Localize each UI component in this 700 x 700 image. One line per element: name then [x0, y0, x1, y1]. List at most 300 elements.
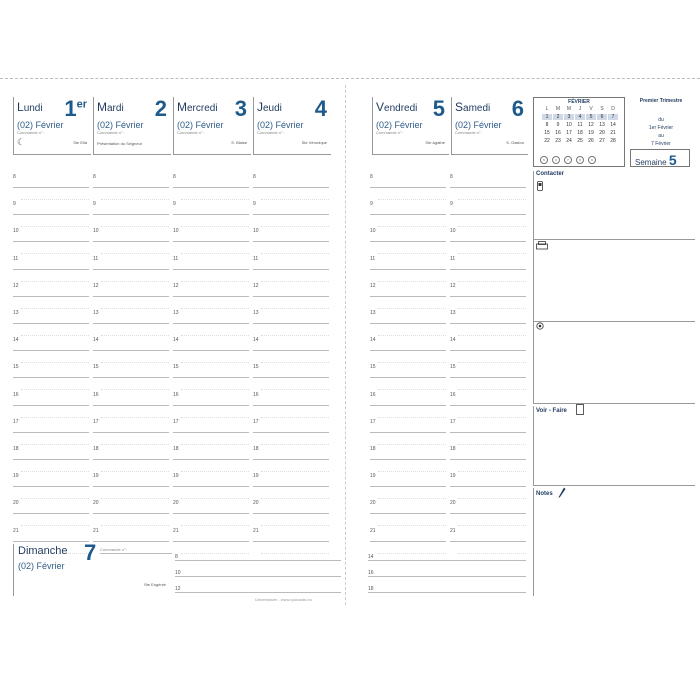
half-hour-line: [101, 417, 169, 418]
hour-slot[interactable]: [450, 500, 530, 526]
sunday-hour-line: [368, 592, 526, 593]
hour-line: [173, 187, 249, 188]
hour-slot[interactable]: [253, 337, 333, 363]
day-number: 4: [314, 96, 327, 121]
hour-line: [370, 269, 446, 270]
half-hour-line: [261, 362, 329, 363]
hour-slot[interactable]: [13, 283, 93, 309]
sunday-name: Dimanche: [18, 545, 68, 557]
hour-line: [13, 432, 89, 433]
hour-line: [173, 405, 249, 406]
sunday-line-1: [100, 553, 172, 554]
hour-line: [450, 350, 526, 351]
hour-line: [13, 296, 89, 297]
hour-slot[interactable]: [253, 473, 333, 499]
hour-slot[interactable]: [370, 174, 450, 200]
trimester-line-1: du: [658, 117, 664, 123]
hour-slot[interactable]: [370, 310, 450, 336]
hour-line: [370, 513, 446, 514]
hour-slot[interactable]: [253, 283, 333, 309]
hour-line: [173, 323, 249, 324]
hour-label: 9: [370, 201, 373, 208]
half-hour-line: [378, 417, 446, 418]
hour-slot[interactable]: [13, 419, 93, 445]
trimester-line-2: 1er Février: [648, 125, 674, 131]
hour-line: [93, 405, 169, 406]
sunday-hour-label: 16: [368, 570, 374, 576]
hour-label: 12: [13, 282, 19, 289]
calendar-day: 28: [610, 138, 616, 144]
calendar-day: 12: [588, 122, 594, 128]
day-name: Mardi: [97, 100, 124, 114]
hour-label: 21: [93, 527, 99, 534]
hour-slot[interactable]: [370, 446, 450, 472]
half-hour-line: [458, 226, 526, 227]
day-header-2[interactable]: [93, 97, 171, 155]
hour-label: 18: [93, 446, 99, 452]
hour-slot[interactable]: [13, 310, 93, 336]
notes-section[interactable]: [533, 488, 695, 596]
hour-label: 15: [450, 364, 456, 371]
calendar-weekday: S: [600, 106, 604, 112]
half-hour-line: [261, 335, 329, 336]
hour-line: [450, 377, 526, 378]
hour-line: [450, 323, 526, 324]
hour-line: [13, 187, 89, 188]
hour-line: [173, 269, 249, 270]
half-hour-line: [261, 253, 329, 254]
half-hour-line: [261, 471, 329, 472]
hour-slot[interactable]: [13, 392, 93, 418]
week-label: Semaine: [635, 158, 667, 167]
hour-slot[interactable]: [93, 392, 173, 418]
hour-label: 19: [450, 473, 456, 480]
hour-label: 15: [13, 364, 19, 371]
hour-slot[interactable]: [370, 392, 450, 418]
hour-slot[interactable]: [173, 310, 253, 336]
hour-slot[interactable]: [173, 392, 253, 418]
sunday-hour-label: 8: [175, 554, 178, 560]
clipboard-icon: [576, 404, 584, 415]
hour-line: [370, 377, 446, 378]
day-name: Vendredi: [376, 100, 418, 114]
calendar-day: 2: [553, 114, 563, 120]
hour-label: 14: [93, 337, 99, 344]
hour-line: [450, 187, 526, 188]
hour-label: 21: [173, 527, 179, 534]
hour-line: [173, 432, 249, 433]
half-hour-line: [101, 362, 169, 363]
hour-line: [173, 350, 249, 351]
hour-slot[interactable]: [253, 392, 333, 418]
hour-label: 10: [450, 228, 456, 235]
half-hour-line: [101, 253, 169, 254]
half-hour-line: [181, 226, 249, 227]
week-number-box: [630, 149, 690, 167]
sunday-hour-line: [175, 592, 341, 593]
pen-icon: [558, 487, 566, 499]
hour-label: 11: [253, 255, 259, 262]
half-hour-line: [21, 471, 89, 472]
hour-line: [370, 350, 446, 351]
hour-line: [173, 486, 249, 487]
hour-label: 10: [13, 228, 19, 235]
half-hour-line: [101, 335, 169, 336]
hour-slot[interactable]: [93, 446, 173, 472]
hour-slot[interactable]: [450, 364, 530, 390]
day-month: (02) Février: [97, 120, 144, 130]
hour-slot[interactable]: [173, 201, 253, 227]
hour-label: 19: [253, 473, 259, 480]
day-header-3[interactable]: [173, 97, 251, 155]
half-hour-line: [261, 444, 329, 445]
hour-line: [450, 296, 526, 297]
hour-label: 10: [253, 228, 259, 235]
half-hour-line: [181, 253, 249, 254]
day-order-hint: Commande n°:: [97, 130, 124, 135]
hour-slot[interactable]: [13, 446, 93, 472]
hour-line: [370, 241, 446, 242]
hour-label: 19: [173, 473, 179, 480]
half-hour-line: [458, 498, 526, 499]
hour-label: 8: [13, 174, 16, 180]
half-hour-line: [261, 199, 329, 200]
hour-line: [253, 513, 329, 514]
half-hour-line: [261, 417, 329, 418]
hour-label: 21: [13, 527, 19, 534]
calendar-weekday: M: [566, 106, 572, 112]
hour-label: 8: [173, 174, 176, 180]
hour-slot[interactable]: [13, 337, 93, 363]
hour-slot[interactable]: [93, 228, 173, 254]
half-hour-line: [378, 444, 446, 445]
hour-label: 16: [13, 391, 19, 398]
hour-slot[interactable]: [173, 419, 253, 445]
hour-slot[interactable]: [253, 174, 333, 200]
hour-label: 11: [13, 255, 19, 262]
hour-slot[interactable]: [13, 228, 93, 254]
hour-line: [13, 513, 89, 514]
hour-label: 13: [173, 310, 179, 316]
sunday-hour-line: [368, 576, 526, 577]
hour-label: 8: [93, 174, 96, 180]
day-saint: S. Blaise: [231, 140, 247, 145]
hour-slot[interactable]: [450, 174, 530, 200]
hour-slot[interactable]: [93, 310, 173, 336]
half-hour-line: [101, 444, 169, 445]
hour-label: 15: [173, 364, 179, 371]
hour-slot[interactable]: [253, 500, 333, 526]
hour-label: 21: [253, 527, 259, 534]
day-month: (02) Février: [177, 120, 224, 130]
hour-label: 17: [173, 418, 179, 425]
hour-line: [370, 296, 446, 297]
half-hour-line: [458, 308, 526, 309]
hour-label: 17: [13, 418, 19, 425]
hour-slot[interactable]: [93, 256, 173, 282]
hour-slot[interactable]: [450, 419, 530, 445]
hour-line: [13, 241, 89, 242]
calendar-weekday: L: [545, 106, 549, 112]
hour-slot[interactable]: [93, 500, 173, 526]
sunday-hint: Commande n°:: [100, 547, 127, 552]
hour-line: [450, 405, 526, 406]
hour-slot[interactable]: [13, 473, 93, 499]
half-hour-line: [21, 199, 89, 200]
half-hour-line: [21, 498, 89, 499]
half-hour-line: [181, 362, 249, 363]
half-hour-line: [378, 362, 446, 363]
calendar-weekday: V: [589, 106, 593, 112]
hour-slot[interactable]: [253, 201, 333, 227]
hour-slot[interactable]: [13, 174, 93, 200]
hour-slot[interactable]: [450, 473, 530, 499]
day-header-5[interactable]: [372, 97, 449, 155]
hour-label: 16: [253, 391, 259, 398]
hour-slot[interactable]: [13, 364, 93, 390]
hour-slot[interactable]: [370, 201, 450, 227]
trimester-title: Premier Trimestre: [639, 98, 683, 104]
half-hour-line: [101, 199, 169, 200]
day-header-6[interactable]: [451, 97, 528, 155]
half-hour-line: [21, 281, 89, 282]
hour-label: 12: [450, 282, 456, 289]
calendar-day: 9: [556, 122, 560, 128]
hour-label: 19: [370, 473, 376, 480]
half-hour-line: [261, 498, 329, 499]
hour-slot[interactable]: [173, 364, 253, 390]
hour-line: [93, 541, 169, 542]
day-order-hint: Commande n°:: [257, 130, 284, 135]
hour-label: 9: [450, 201, 453, 208]
calendar-day: 24: [566, 138, 572, 144]
hour-slot[interactable]: [370, 419, 450, 445]
day-number: 1er: [64, 96, 87, 121]
hour-label: 16: [173, 391, 179, 398]
half-hour-line: [261, 525, 329, 526]
half-hour-line: [181, 471, 249, 472]
hour-slot[interactable]: [173, 337, 253, 363]
half-hour-line: [101, 525, 169, 526]
hour-slot[interactable]: [450, 392, 530, 418]
day-number: 2: [154, 96, 167, 121]
hour-line: [370, 405, 446, 406]
half-hour-line: [181, 444, 249, 445]
hour-slot[interactable]: [370, 283, 450, 309]
hour-label: 8: [450, 174, 453, 180]
calendar-week-number: 9: [588, 156, 596, 164]
half-hour-line: [21, 362, 89, 363]
hour-line: [13, 541, 89, 542]
half-hour-line: [181, 308, 249, 309]
hour-slot[interactable]: [93, 419, 173, 445]
hour-slot[interactable]: [370, 473, 450, 499]
half-hour-line: [378, 525, 446, 526]
hour-slot[interactable]: [13, 201, 93, 227]
hour-line: [93, 296, 169, 297]
phone-icon: [536, 181, 544, 191]
email-at-icon: [536, 322, 544, 330]
calendar-week-number: 5: [540, 156, 548, 164]
hour-slot[interactable]: [253, 446, 333, 472]
calendar-day: 13: [599, 122, 605, 128]
hour-slot[interactable]: [253, 419, 333, 445]
hour-slot[interactable]: [93, 283, 173, 309]
hour-label: 12: [370, 282, 376, 289]
hour-slot[interactable]: [450, 228, 530, 254]
hour-label: 10: [370, 228, 376, 235]
hour-slot[interactable]: [173, 228, 253, 254]
hour-line: [173, 241, 249, 242]
day-header-1[interactable]: [13, 97, 91, 155]
hour-line: [93, 214, 169, 215]
hour-slot[interactable]: [173, 256, 253, 282]
hour-slot[interactable]: [450, 201, 530, 227]
hour-slot[interactable]: [173, 446, 253, 472]
sunday-month: (02) Février: [18, 561, 65, 571]
hour-line: [93, 323, 169, 324]
calendar-day: 17: [566, 130, 572, 136]
calendar-day: 4: [575, 114, 585, 120]
half-hour-line: [181, 199, 249, 200]
hour-label: 18: [173, 446, 179, 452]
hour-slot[interactable]: [370, 500, 450, 526]
trimester-line-4: 7 Février: [651, 141, 671, 147]
hour-slot[interactable]: [253, 310, 333, 336]
half-hour-line: [21, 444, 89, 445]
hour-slot[interactable]: [93, 201, 173, 227]
sunday-hours-right: [368, 544, 526, 596]
hour-slot[interactable]: [370, 337, 450, 363]
half-hour-line: [378, 253, 446, 254]
hour-label: 19: [93, 473, 99, 480]
calendar-day: 1: [542, 114, 552, 120]
trimester-line-3: au: [658, 133, 664, 139]
sunday-hour-label: 18: [368, 586, 374, 592]
hour-line: [253, 377, 329, 378]
hour-slot[interactable]: [13, 256, 93, 282]
hour-slot[interactable]: [450, 283, 530, 309]
hour-line: [253, 459, 329, 460]
hour-label: 21: [450, 527, 456, 534]
calendar-day: 18: [577, 130, 583, 136]
hour-line: [253, 269, 329, 270]
sunday-box[interactable]: [13, 540, 174, 596]
todo-section[interactable]: [533, 406, 695, 486]
half-hour-line: [378, 335, 446, 336]
hour-line: [370, 541, 446, 542]
hour-label: 16: [370, 391, 376, 398]
hour-slot[interactable]: [93, 174, 173, 200]
sunday-hour-line: [175, 560, 341, 561]
half-hour-line: [378, 226, 446, 227]
calendar-day: 3: [564, 114, 574, 120]
hour-label: 12: [253, 282, 259, 289]
hour-label: 21: [370, 527, 376, 534]
hour-slot[interactable]: [93, 337, 173, 363]
hour-slot[interactable]: [173, 283, 253, 309]
half-hour-line: [101, 498, 169, 499]
half-hour-line: [21, 253, 89, 254]
half-hour-line: [261, 308, 329, 309]
hour-label: 9: [13, 201, 16, 208]
hour-slot[interactable]: [13, 500, 93, 526]
hour-label: 17: [253, 418, 259, 425]
hour-line: [253, 432, 329, 433]
day-month: (02) Février: [455, 120, 502, 130]
hour-label: 16: [450, 391, 456, 398]
notes-title: Notes: [536, 491, 553, 497]
hour-label: 19: [13, 473, 19, 480]
hour-line: [450, 214, 526, 215]
hour-line: [13, 486, 89, 487]
hour-slot[interactable]: [253, 228, 333, 254]
hour-slot[interactable]: [450, 310, 530, 336]
hour-line: [370, 486, 446, 487]
contact-section[interactable]: [533, 171, 695, 404]
hour-slot[interactable]: [370, 228, 450, 254]
day-saint: S. Gaston: [506, 140, 524, 145]
hour-line: [450, 269, 526, 270]
half-hour-line: [458, 281, 526, 282]
hour-label: 15: [370, 364, 376, 371]
half-hour-line: [378, 199, 446, 200]
hour-label: 13: [450, 310, 456, 316]
hour-label: 20: [370, 500, 376, 507]
hour-label: 20: [93, 500, 99, 507]
half-hour-line: [101, 308, 169, 309]
contact-divider: [534, 321, 695, 322]
hour-label: 18: [450, 446, 456, 452]
hour-line: [93, 269, 169, 270]
hour-slot[interactable]: [450, 337, 530, 363]
hour-line: [450, 513, 526, 514]
day-order-hint: Commande n°:: [376, 130, 403, 135]
hour-line: [253, 214, 329, 215]
hour-line: [93, 486, 169, 487]
half-hour-line: [458, 417, 526, 418]
hour-line: [173, 513, 249, 514]
hour-slot[interactable]: [173, 174, 253, 200]
calendar-day: 27: [599, 138, 605, 144]
half-hour-line: [181, 417, 249, 418]
half-hour-line: [21, 308, 89, 309]
sunday-number: 7: [84, 540, 97, 565]
half-hour-line: [458, 389, 526, 390]
sunday-hour-label: 14: [368, 554, 374, 560]
hour-slot[interactable]: [173, 473, 253, 499]
hour-slot[interactable]: [93, 473, 173, 499]
hour-slot[interactable]: [173, 500, 253, 526]
hour-label: 9: [93, 201, 96, 208]
hour-slot[interactable]: [253, 256, 333, 282]
hour-slot[interactable]: [370, 256, 450, 282]
calendar-day: 26: [588, 138, 594, 144]
day-order-hint: Commande n°:: [177, 130, 204, 135]
hour-slot[interactable]: [370, 364, 450, 390]
day-header-4[interactable]: [253, 97, 331, 155]
hour-slot[interactable]: [93, 364, 173, 390]
half-hour-line: [21, 226, 89, 227]
half-hour-line: [101, 226, 169, 227]
hour-slot[interactable]: [253, 364, 333, 390]
hour-slot[interactable]: [450, 446, 530, 472]
calendar-day: 21: [610, 130, 616, 136]
hour-slot[interactable]: [450, 256, 530, 282]
hour-label: 20: [173, 500, 179, 507]
hour-line: [93, 432, 169, 433]
day-saint: Ste Agathe: [425, 140, 445, 145]
